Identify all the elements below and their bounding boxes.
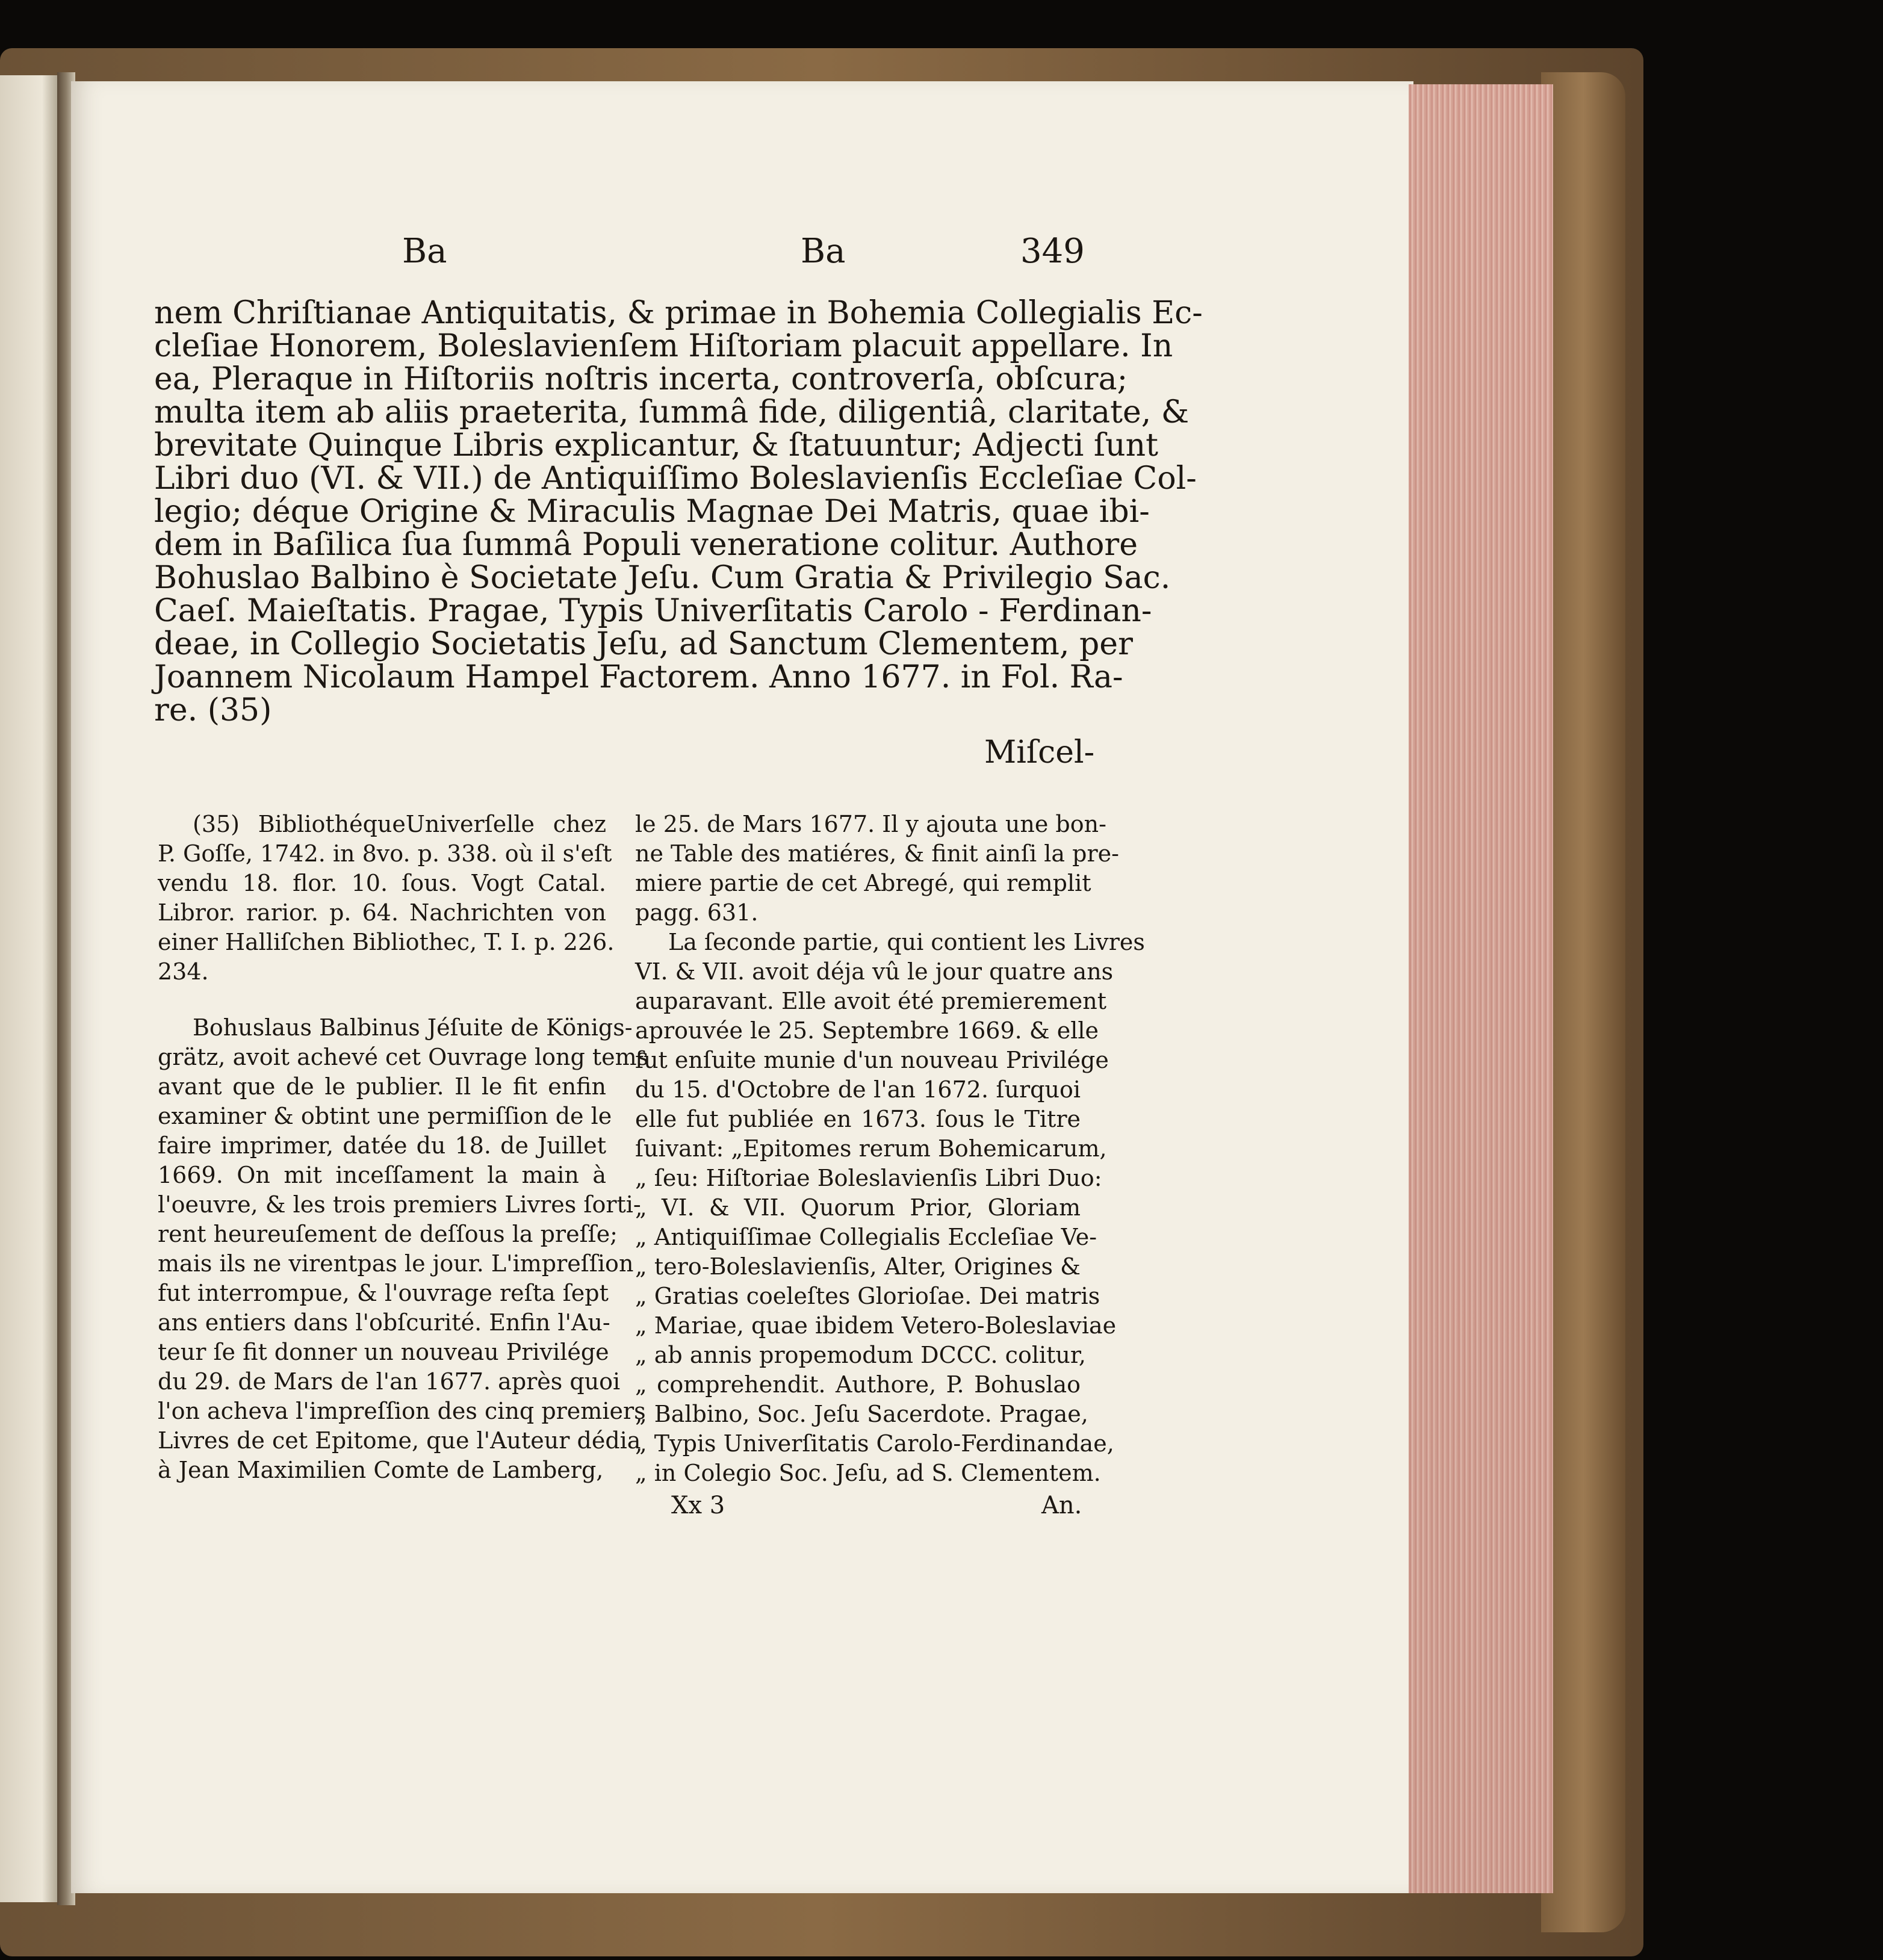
footnote-line: vendu 18. flor. 10. ſous. Vogt Catal. bbox=[158, 870, 606, 896]
main-text-line: multa item ab aliis praeterita, ſummâ fide, diligentiâ, claritate, & bbox=[154, 394, 1190, 430]
footnote-line: Libror. rarior. p. 64. Nachrichten von bbox=[158, 899, 606, 926]
footnote-line: einer Halliſchen Bibliothec, T. I. p. 226. bbox=[158, 929, 615, 955]
footnote-line: „ ab annis propemodum DCCC. colitur, bbox=[635, 1342, 1086, 1368]
left-page-sliver bbox=[0, 75, 60, 1902]
footnote-line: ſuivant: „Epitomes rerum Bohemicarum, bbox=[635, 1135, 1107, 1162]
footnote-line: „ comprehendit. Authore, P. Bohuslao bbox=[635, 1371, 1081, 1398]
main-text-line: Caeſ. Maieſtatis. Pragae, Typis Univerſitatis Carolo - Ferdinan- bbox=[154, 593, 1152, 629]
main-text-line: cleſiae Honorem, Boleslavienſem Hiſtoriam placuit appellare. In bbox=[154, 328, 1173, 364]
footnote-line: P. Goſſe, 1742. in 8vo. p. 338. où il s'eſt bbox=[158, 840, 612, 867]
footnote-line: pagg. 631. bbox=[635, 899, 758, 926]
main-text-line: Joannem Nicolaum Hampel Factorem. Anno 1677. in Fol. Ra- bbox=[154, 659, 1123, 695]
running-head-left: Ba bbox=[402, 232, 447, 271]
footnote-line: mais ils ne virentpas le jour. L'impreſſion bbox=[158, 1250, 634, 1277]
footnote-line: Bohuslaus Balbinus Jéſuite de Königs- bbox=[193, 1014, 633, 1041]
footnote-line: La ſeconde partie, qui contient les Livres bbox=[668, 929, 1145, 955]
main-text-line: brevitate Quinque Libris explicantur, & ſtatuuntur; Adjecti ſunt bbox=[154, 427, 1159, 464]
footnote-line: ne Table des matiéres, & finit ainſi la pre- bbox=[635, 840, 1119, 867]
footnote-line: examiner & obtint une permiſſion de le bbox=[158, 1103, 612, 1130]
footnote-line: auparavant. Elle avoit été premierement bbox=[635, 988, 1106, 1014]
footnote-line: „ Typis Univerſitatis Carolo-Ferdinandae, bbox=[635, 1430, 1114, 1457]
footnote-line: „ tero-Boleslavienſis, Alter, Origines & bbox=[635, 1253, 1081, 1280]
catchword-main: Miſcel- bbox=[984, 734, 1095, 771]
footnote-line: aprouvée le 25. Septembre 1669. & elle bbox=[635, 1017, 1099, 1044]
page-edges-shade bbox=[1409, 84, 1553, 1893]
signature-mark: Xx 3 bbox=[671, 1492, 725, 1519]
main-text-line: deae, in Collegio Societatis Jeſu, ad Sanctum Clementem, per bbox=[154, 626, 1133, 662]
running-head-center: Ba bbox=[801, 232, 846, 271]
main-text-line: nem Chriſtianae Antiquitatis, & primae in Bohemia Collegialis Ec- bbox=[154, 295, 1203, 331]
book-cover-edge bbox=[1541, 72, 1625, 1932]
footnote-line: fut interrompue, & l'ouvrage reſta ſept bbox=[158, 1280, 609, 1307]
footnote-line: du 15. d'Octobre de l'an 1672. ſurquoi bbox=[635, 1076, 1081, 1103]
footnote-line: „ VI. & VII. Quorum Prior, Gloriam bbox=[635, 1194, 1081, 1221]
footnote-line: fut enſuite munie d'un nouveau Privilége bbox=[635, 1047, 1109, 1073]
main-text-line: Libri duo (VI. & VII.) de Antiquiſſimo Boleslavienſis Eccleſiae Col- bbox=[154, 461, 1197, 497]
footnote-line: du 29. de Mars de l'an 1677. après quoi bbox=[158, 1368, 621, 1395]
footnote-line: „ Gratias coeleſtes Glorioſae. Dei matris bbox=[635, 1283, 1100, 1309]
footnote-line: grätz, avoit achevé cet Ouvrage long tems bbox=[158, 1044, 649, 1071]
footnote-line: l'oeuvre, & les trois premiers Livres ſorti- bbox=[158, 1191, 641, 1218]
footnote-line: (35) BibliothéqueUniverſelle chez bbox=[193, 811, 606, 837]
footnote-line: „ Mariae, quae ibidem Vetero-Boleslaviae bbox=[635, 1312, 1117, 1339]
footnote-line: à Jean Maximilien Comte de Lamberg, bbox=[158, 1457, 604, 1484]
footnote-line: 1669. On mit inceſſament la main à bbox=[158, 1162, 606, 1189]
footnote-line: „ Antiquiſſimae Collegialis Eccleſiae Ve- bbox=[635, 1224, 1097, 1250]
footnote-line: elle fut publiée en 1673. ſous le Titre bbox=[635, 1106, 1081, 1132]
main-text-line: dem in Baſilica ſua ſummâ Populi veneratione colitur. Authore bbox=[154, 527, 1138, 563]
footnote-line: avant que de le publier. Il le fit enfin bbox=[158, 1073, 606, 1100]
footnote-line: rent heureuſement de deſſous la preſſe; bbox=[158, 1221, 618, 1248]
footnote-line: 234. bbox=[158, 958, 209, 985]
footnote-line: faire imprimer, datée du 18. de Juillet bbox=[158, 1132, 606, 1159]
footnote-line: l'on acheva l'impreſſion des cinq premiers bbox=[158, 1398, 646, 1425]
footnote-line: le 25. de Mars 1677. Il y ajouta une bon- bbox=[635, 811, 1106, 837]
catchword-footnote: An. bbox=[1041, 1492, 1082, 1519]
footnote-line: miere partie de cet Abregé, qui remplit bbox=[635, 870, 1091, 896]
footnote-line: Livres de cet Epitome, que l'Auteur dédia bbox=[158, 1427, 641, 1454]
main-text-line: ea, Pleraque in Hiſtoriis noſtris incerta, controverſa, obſcura; bbox=[154, 361, 1128, 397]
main-text-line: Bohuslao Balbino è Societate Jeſu. Cum Gratia & Privilegio Sac. bbox=[154, 560, 1171, 596]
footnote-line: „ Balbino, Soc. Jeſu Sacerdote. Pragae, bbox=[635, 1401, 1088, 1427]
footnote-line: „ in Colegio Soc. Jeſu, ad S. Clementem. bbox=[635, 1460, 1101, 1486]
main-text-line: legio; déque Origine & Miraculis Magnae Dei Matris, quae ibi- bbox=[154, 494, 1150, 530]
footnote-line: teur ſe fit donner un nouveau Privilége bbox=[158, 1339, 609, 1366]
page-number: 349 bbox=[1020, 232, 1085, 271]
footnote-line: VI. & VII. avoit déja vû le jour quatre ans bbox=[635, 958, 1114, 985]
footnote-line: ans entiers dans l'obſcurité. Enfin l'Au- bbox=[158, 1309, 610, 1336]
footnote-line: „ ſeu: Hiſtoriae Boleslavienſis Libri Duo: bbox=[635, 1165, 1102, 1191]
main-text-line: re. (35) bbox=[154, 692, 272, 728]
